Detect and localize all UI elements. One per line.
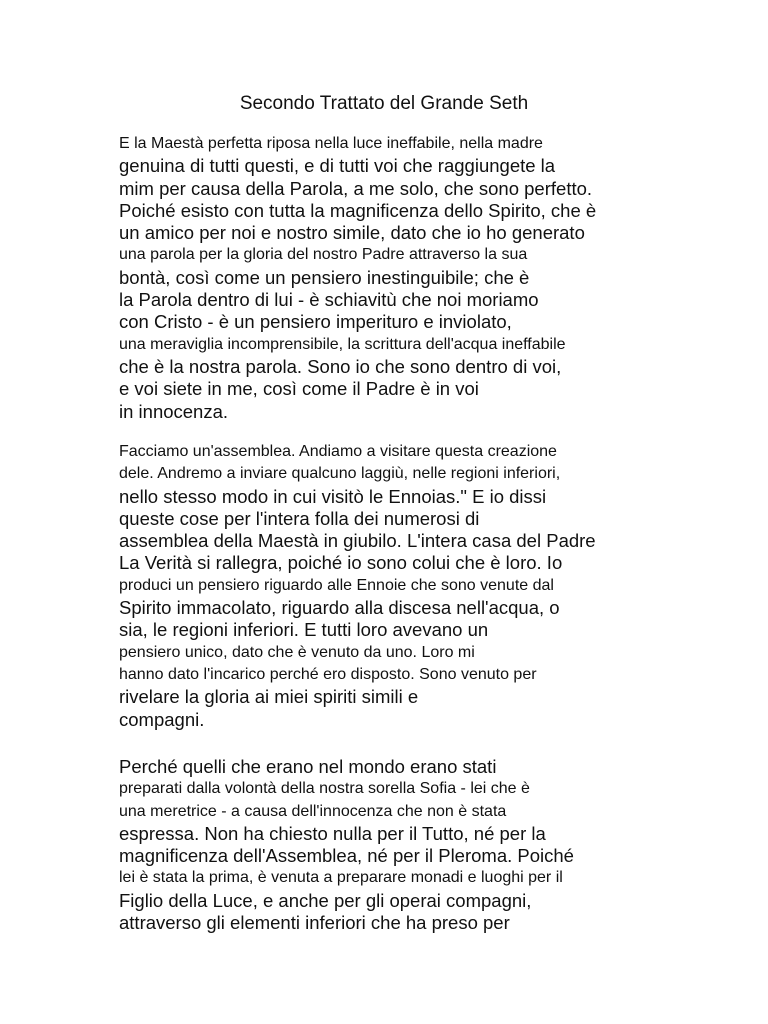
text-line: con Cristo - è un pensiero imperituro e inviolato, xyxy=(119,311,512,333)
text-line: lei è stata la prima, è venuta a preparare monadi e luoghi per il xyxy=(119,869,563,887)
text-line: compagni. xyxy=(119,708,205,730)
text-line: pensiero unico, dato che è venuto da uno. Loro mi xyxy=(119,643,475,661)
paragraph-3 xyxy=(119,756,759,934)
text-line: queste cose per l'intera folla dei numerosi di xyxy=(119,507,480,529)
text-line: la Parola dentro di lui - è schiavitù che noi moriamo xyxy=(119,289,539,311)
paragraph-2 xyxy=(119,441,759,731)
text-line: in innocenza. xyxy=(119,400,229,422)
text-line: produci un pensiero riguardo alle Ennoie che sono venute dal xyxy=(119,576,554,594)
text-line: espressa. Non ha chiesto nulla per il Tutto, né per la xyxy=(119,822,546,844)
text-line: una parola per la gloria del nostro Padre attraverso la sua xyxy=(119,246,528,264)
text-line: Facciamo un'assemblea. Andiamo a visitare questa creazione xyxy=(119,443,557,460)
text-line: nello stesso modo in cui visitò le Ennoias." E io dissi xyxy=(119,485,547,507)
text-line: La Verità si rallegra, poiché io sono colui che è loro. Io xyxy=(119,552,563,574)
text-line: genuina di tutti questi, e di tutti voi che raggiungete la xyxy=(119,155,556,177)
paragraph-1 xyxy=(119,133,759,423)
text-line: Spirito immacolato, riguardo alla discesa nell'acqua, o xyxy=(119,597,560,619)
text-line: E la Maestà perfetta riposa nella luce ineffabile, nella madre xyxy=(119,135,543,152)
text-line: e voi siete in me, così come il Padre è in voi xyxy=(119,378,479,400)
text-line: preparati dalla volontà della nostra sorella Sofia - lei che è xyxy=(119,780,530,798)
text-line: che è la nostra parola. Sono io che sono dentro di voi, xyxy=(119,355,562,377)
text-line: hanno dato l'incarico perché ero disposto. Sono venuto per xyxy=(119,665,537,683)
text-line: dele. Andremo a inviare qualcuno laggiù, nelle regioni inferiori, xyxy=(119,465,561,483)
text-line: bontà, così come un pensiero inestinguibile; che è xyxy=(119,266,530,288)
text-line: magnificenza dell'Assemblea, né per il Pleroma. Poiché xyxy=(119,845,574,867)
text-line: Poiché esisto con tutta la magnificenza dello Spirito, che è xyxy=(119,199,597,221)
text-line: sia, le regioni inferiori. E tutti loro avevano un xyxy=(119,619,489,641)
text-line: una meretrice - a causa dell'innocenza che non è stata xyxy=(119,802,507,820)
text-line: assemblea della Maestà in giubilo. L'intera casa del Padre xyxy=(119,530,596,552)
text-line: attraverso gli elementi inferiori che ha preso per xyxy=(119,912,510,934)
text-line: una meraviglia incomprensibile, la scrittura dell'acqua ineffabile xyxy=(119,335,566,353)
text-line: rivelare la gloria ai miei spiriti simili e xyxy=(119,686,419,708)
text-line: un amico per noi e nostro simile, dato che io ho generato xyxy=(119,222,585,244)
text-line: Perché quelli che erano nel mondo erano stati xyxy=(119,756,497,777)
text-line: mim per causa della Parola, a me solo, che sono perfetto. xyxy=(119,177,593,199)
text-line: Figlio della Luce, e anche per gli operai compagni, xyxy=(119,889,532,911)
document-title: Secondo Trattato del Grande Seth xyxy=(239,93,529,114)
